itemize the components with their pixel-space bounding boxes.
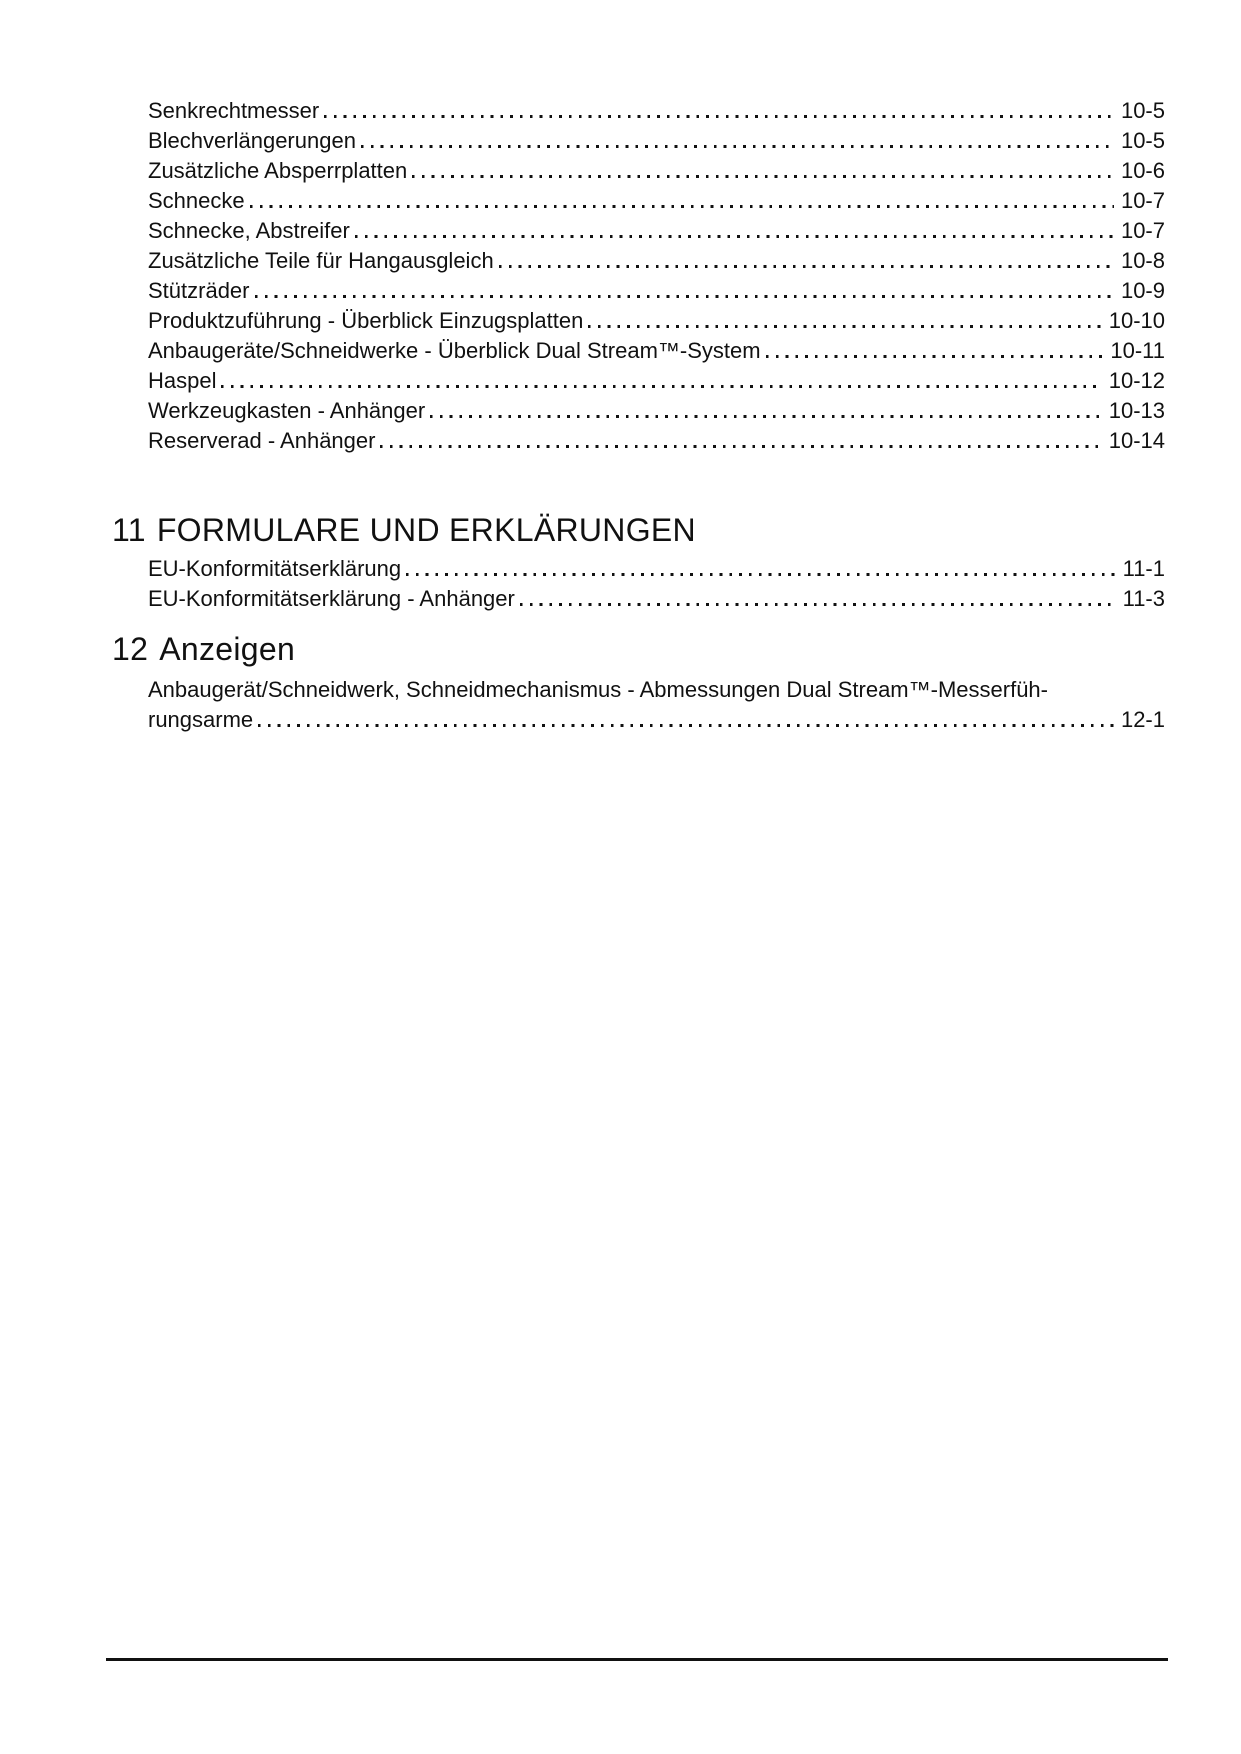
toc-page-number: 10-5 bbox=[1120, 98, 1165, 123]
toc-section-12-entries bbox=[112, 675, 1165, 735]
toc-page-number: 10-5 bbox=[1120, 128, 1165, 153]
toc-page-number: 10-7 bbox=[1120, 188, 1165, 213]
toc-entry-label: Zusätzliche Teile für Hangausgleich bbox=[148, 248, 494, 273]
toc-page-number: 10-8 bbox=[1120, 248, 1165, 273]
dot-leader bbox=[499, 265, 1114, 268]
toc-page-number: 11-3 bbox=[1122, 586, 1165, 611]
toc-page-number: 10-12 bbox=[1108, 368, 1165, 393]
chapter-heading-12 bbox=[112, 629, 1165, 669]
toc-entry-row bbox=[148, 156, 1165, 186]
toc-entry-row bbox=[148, 584, 1165, 614]
chapter-title: FORMULARE UND ERKLÄRUNGEN bbox=[156, 512, 696, 548]
dot-leader bbox=[355, 235, 1114, 238]
toc-entry-row bbox=[148, 126, 1165, 156]
dot-leader bbox=[406, 573, 1115, 576]
toc-entry-row bbox=[148, 675, 1165, 705]
dot-leader bbox=[412, 175, 1114, 178]
toc-entry-row bbox=[148, 306, 1165, 336]
toc-entry-row bbox=[148, 216, 1165, 246]
toc-page-number: 10-14 bbox=[1108, 428, 1165, 453]
toc-entry-label-line1: Anbaugerät/Schneidwerk, Schneidmechanismus - Abmessungen Dual Stream™-Messerfüh- bbox=[148, 677, 1048, 702]
toc-page-number: 10-7 bbox=[1120, 218, 1165, 243]
dot-leader bbox=[221, 385, 1101, 388]
dot-leader bbox=[520, 603, 1116, 606]
toc-entry-label: Werkzeugkasten - Anhänger bbox=[148, 398, 426, 423]
toc-entry-label: Senkrechtmesser bbox=[148, 98, 320, 123]
toc-entry-label: EU-Konformitätserklärung bbox=[148, 556, 402, 581]
dot-leader bbox=[255, 295, 1114, 298]
toc-entry-row bbox=[148, 396, 1165, 426]
dot-leader bbox=[766, 355, 1104, 358]
toc-page-number: 10-6 bbox=[1120, 158, 1165, 183]
toc-entry-label: EU-Konformitätserklärung - Anhänger bbox=[148, 586, 515, 611]
toc-entry-label: Schnecke, Abstreifer bbox=[148, 218, 350, 243]
table-of-contents bbox=[112, 96, 1165, 735]
toc-entry-label: Schnecke bbox=[148, 188, 245, 213]
dot-leader bbox=[430, 415, 1102, 418]
toc-page-number: 12-1 bbox=[1120, 707, 1165, 732]
chapter-heading-11 bbox=[112, 510, 1165, 550]
dot-leader bbox=[588, 325, 1101, 328]
toc-entry-row bbox=[148, 246, 1165, 276]
chapter-number: 12 bbox=[112, 631, 149, 667]
dot-leader bbox=[380, 445, 1101, 448]
toc-section-10-continued bbox=[112, 96, 1165, 456]
toc-entry-row bbox=[148, 96, 1165, 126]
footer-rule bbox=[106, 1658, 1168, 1661]
toc-page-number: 10-9 bbox=[1120, 278, 1165, 303]
chapter-number: 11 bbox=[112, 512, 146, 548]
dot-leader bbox=[361, 145, 1114, 148]
toc-entry-label-line2: rungsarme bbox=[148, 707, 254, 732]
toc-page-number: 10-10 bbox=[1108, 308, 1165, 333]
toc-entry-row bbox=[148, 336, 1165, 366]
toc-entry-label: Zusätzliche Absperrplatten bbox=[148, 158, 408, 183]
dot-leader bbox=[250, 205, 1114, 208]
chapter-title: Anzeigen bbox=[159, 631, 296, 667]
toc-entry-row bbox=[148, 366, 1165, 396]
toc-entry-label: Stützräder bbox=[148, 278, 250, 303]
toc-entry-row bbox=[148, 276, 1165, 306]
toc-entry-row bbox=[148, 186, 1165, 216]
toc-page-number: 10-13 bbox=[1108, 398, 1165, 423]
toc-page-number: 11-1 bbox=[1122, 556, 1165, 581]
toc-entry-label: Reserverad - Anhänger bbox=[148, 428, 376, 453]
toc-entry-row bbox=[148, 554, 1165, 584]
toc-entry-row bbox=[148, 705, 1165, 735]
toc-entry-row bbox=[148, 426, 1165, 456]
dot-leader bbox=[258, 724, 1114, 727]
dot-leader bbox=[324, 115, 1114, 118]
toc-section-11-entries bbox=[112, 554, 1165, 614]
toc-entry-label: Blechverlängerungen bbox=[148, 128, 356, 153]
toc-entry-label: Anbaugeräte/Schneidwerke - Überblick Dual Stream™-System bbox=[148, 338, 761, 363]
toc-entry-label: Haspel bbox=[148, 368, 217, 393]
toc-page-number: 10-11 bbox=[1110, 338, 1165, 363]
toc-entry-label: Produktzuführung - Überblick Einzugsplatten bbox=[148, 308, 584, 333]
